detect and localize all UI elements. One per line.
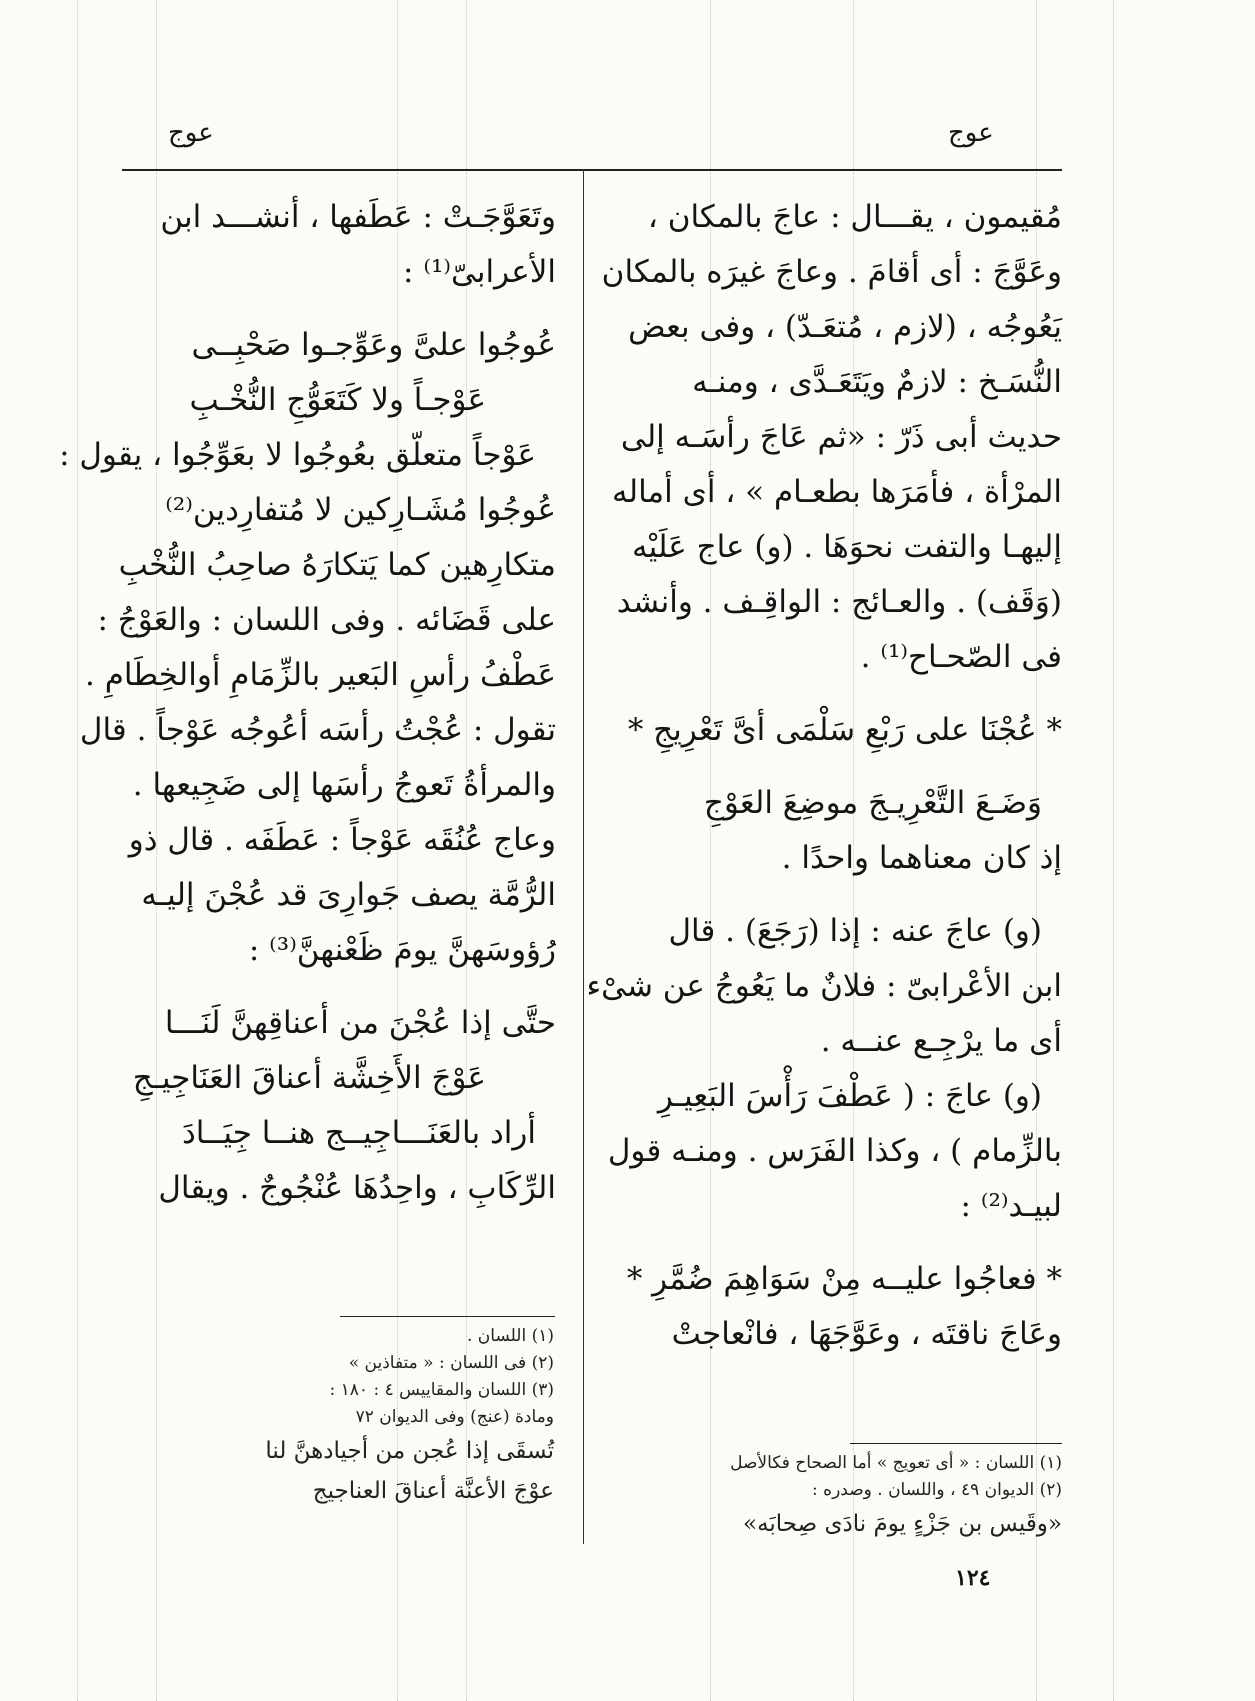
footnote-verse: عوْجَ الأعنَّة أعناقَ العناجيج (312, 1478, 554, 1504)
text-line: الرِّكَابِ ، واحِدُهَا عُنْجُوجٌ . ويقال (158, 1170, 556, 1206)
text-line: لبيـد⁽²⁾ : (960, 1188, 1062, 1224)
text-line: وعاج عُنُقَه عَوْجاً : عَطَفَه . قال ذو (128, 822, 556, 858)
footnote-rule-right (850, 1443, 1062, 1444)
verse-line: عَوْجَ الأَخِشَّة أعناقَ العَنَاجِيـجِ (132, 1060, 486, 1096)
verse-line: عُوجُوا علىَّ وعَوِّجـوا صَحْبِــى (191, 327, 556, 363)
text-line: والمرأةُ تَعوجُ رأسَها إلى ضَجِيعها . (132, 767, 556, 803)
text-line: الأعرابىّ⁽¹⁾ : (403, 254, 556, 290)
text-line: يَعُوجُه ، (لازم ، مُتعَـدّ) ، وفى بعض (628, 309, 1062, 345)
footnote: (٣) اللسان والمقاييس ٤ : ١٨٠ : ومادة (عنج) وفى الديوان ٧٢ (329, 1380, 554, 1427)
footnotes-left (265, 1323, 554, 1511)
text-line: فى الصّحـاح⁽¹⁾ . (860, 639, 1062, 675)
text-line: الرُّمَّة يصف جَوارِىَ قد عُجْنَ إليـه (141, 877, 556, 913)
left-column (59, 190, 556, 1216)
scan-artifact-line (77, 0, 78, 1701)
column-divider (583, 169, 584, 1544)
verse-line: * عُجْنَا على رَبْعِ سَلْمَى أىَّ تَعْرِيجِ * (627, 712, 1062, 748)
verse-line: * فعاجُوا عليــه مِنْ سَوَاهِمَ ضُمَّرِ * (626, 1261, 1062, 1297)
text-line: وعَاجَ ناقتَه ، وعَوَّجَهَا ، فانْعاجتْ (671, 1316, 1062, 1352)
running-header-left: عوج (168, 118, 214, 148)
text-line: (و) عاجَ : ( عَطْفَ رَأْسَ البَعِيـرِ (657, 1078, 1042, 1114)
text-line: أى ما يرْجِـع عنــه . (820, 1023, 1062, 1059)
text-line: أراد بالعَنَـــاجِيــج هنــا جِيَــادَ (181, 1115, 536, 1151)
text-line: وتَعَوَّجَـتْ : عَطَفها ، أنشـــد ابن (160, 199, 556, 235)
text-line: إليهـا والتفت نحوَهَا . (و) عاج عَلَيْه (631, 529, 1062, 565)
text-line: متكارِهين كما يَتكارَهُ صاحِبُ النُّخْبِ (118, 547, 556, 583)
page-number: ١٢٤ (955, 1565, 991, 1591)
header-rule (122, 169, 1062, 171)
right-column (586, 190, 1062, 1362)
footnote: (٢) فى اللسان : « متفاذين » (348, 1353, 554, 1373)
text-line: مُقيمون ، يقـــال : عاجَ بالمكان ، (647, 199, 1062, 235)
text-line: حديث أبى ذَرّ : «ثم عَاجَ رأسَـه إلى (620, 419, 1062, 455)
text-line: إذ كان معناهما واحدًا . (781, 840, 1062, 876)
text-line: وعَوَّجَ : أى أقامَ . وعاجَ غيرَه بالمكان (601, 254, 1062, 290)
text-line: (وَقَف) . والعـائج : الواقِـف . وأنشد (616, 584, 1062, 620)
text-line: عَطْفُ رأسِ البَعير بالزِّمَامِ أوالخِطَامِ . (85, 657, 556, 693)
text-line: (و) عاجَ عنه : إذا (رَجَعَ) . قال (668, 913, 1042, 949)
text-line: المرْأة ، فأمَرَها بطعـام » ، أى أماله (612, 474, 1062, 510)
text-line: وَضَـعَ التَّعْرِيـجَ موضِعَ العَوْجِ (703, 785, 1042, 821)
text-line: النُّسَـخ : لازمٌ ويَتَعَـدَّى ، ومنـه (692, 364, 1062, 400)
footnote-verse: تُسقَى إذا عُجن من أجيادهنَّ لنا (265, 1438, 554, 1464)
footnotes-right (700, 1450, 1062, 1544)
verse-line: حتَّى إذا عُجْنَ من أعناقِهنَّ لَنَـــا (164, 1005, 556, 1041)
text-line: عَوْجاً متعلّق بعُوجُوا لا بعَوِّجُوا ، يقول : (59, 437, 536, 473)
text-line: رُؤوسَهنَّ يومَ ظَعْنهنَّ⁽³⁾ : (248, 932, 556, 968)
scan-artifact-line (1113, 0, 1114, 1701)
footnote: (١) اللسان : « أى تعويج » أما الصحاح فكالأصل (730, 1453, 1062, 1473)
footnote: (١) اللسان . (467, 1326, 554, 1346)
verse-line: عَوْجـاً ولا كَتَعَوُّجِ النُّخْـبِ (189, 382, 486, 418)
running-header-right: عوج (948, 118, 994, 148)
text-line: عُوجُوا مُشَـارِكين لا مُتفارِدين⁽²⁾ (165, 492, 556, 528)
text-line: على قَضَائه . وفى اللسان : والعَوْجُ : (97, 602, 556, 638)
text-line: تقول : عُجْتُ رأسَه أعُوجُه عَوْجاً . قال (79, 712, 556, 748)
text-line: بالزِّمام ) ، وكذا الفَرَس . ومنـه قول (607, 1133, 1062, 1169)
footnote-rule-left (340, 1316, 555, 1317)
footnote-verse: «وقَيس بن جَزْءٍ يومَ نادَى صِحابَه» (743, 1511, 1062, 1537)
text-line: ابن الأعْرابىّ : فلانٌ ما يَعُوجُ عن شىْء (586, 968, 1062, 1004)
footnote: (٢) الديوان ٤٩ ، واللسان . وصدره : (812, 1480, 1062, 1500)
